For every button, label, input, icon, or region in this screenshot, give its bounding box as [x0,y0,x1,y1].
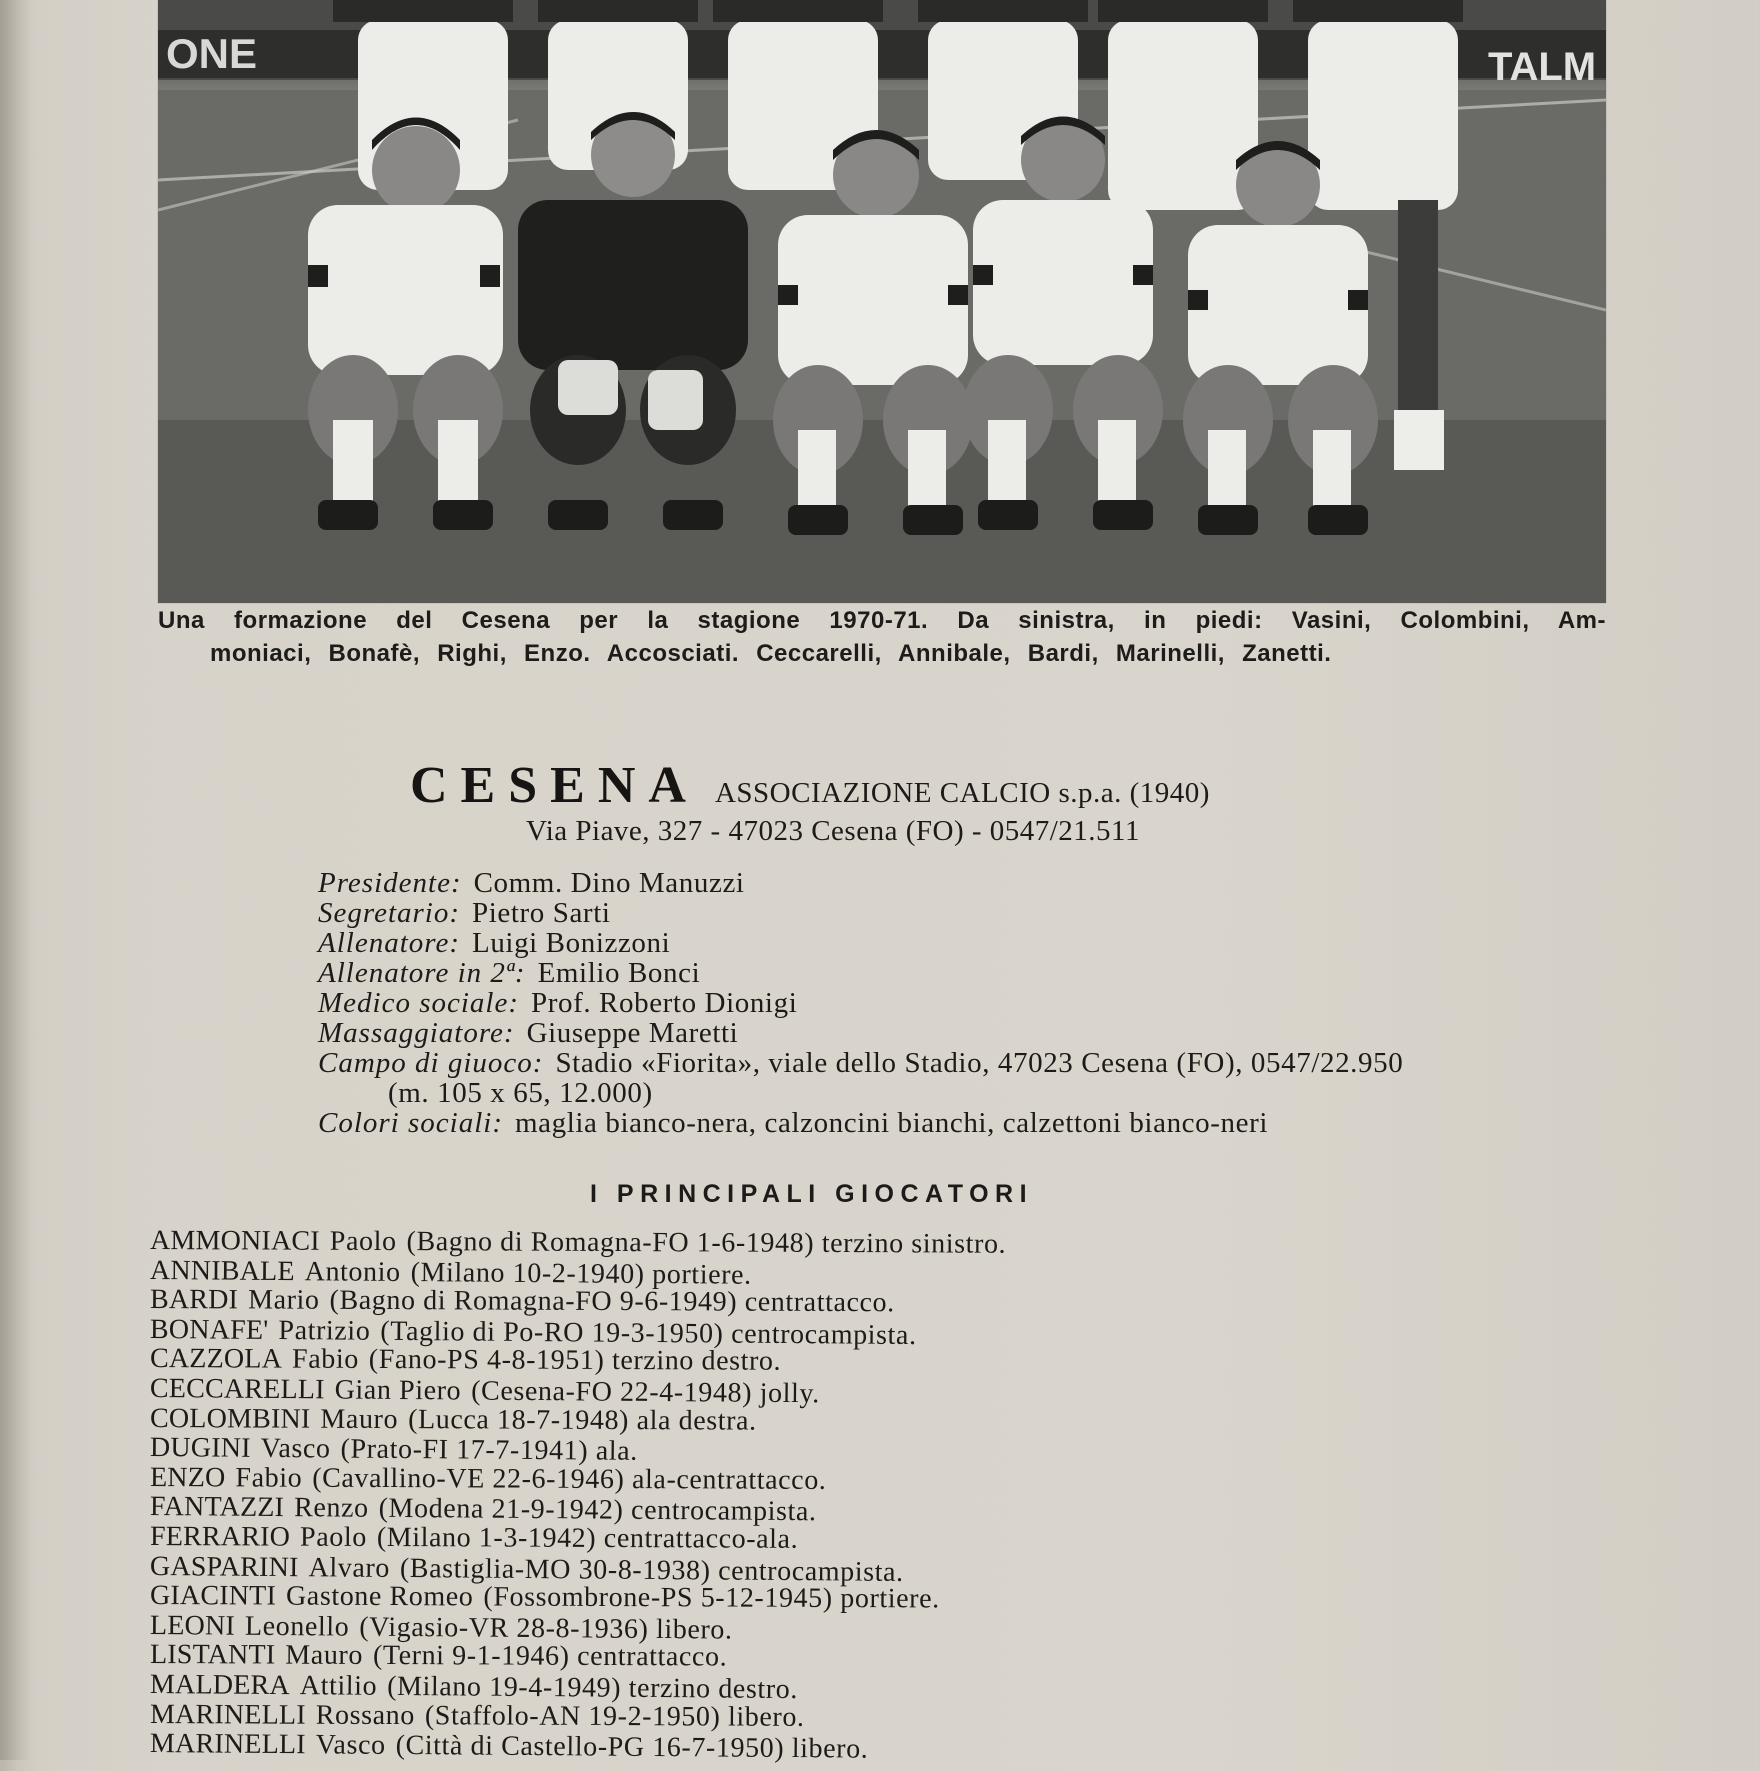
official-label: Campo di giuoco: [318,1047,544,1079]
player-surname: MARINELLI [149,1698,306,1731]
player-surname: ENZO [149,1461,226,1494]
player-surname: LEONI [149,1609,236,1642]
official-row [318,868,1618,898]
player-surname: CECCARELLI [149,1372,325,1406]
player-surname: AMMONIACI [149,1225,320,1257]
player-detail: (Modena 21-9-1942) centrocampista. [378,1493,817,1528]
official-row-continuation [318,1078,1618,1108]
official-value: Pietro Sarti [472,897,611,929]
officials-list [318,868,1618,1138]
player-given-name: Fabio [235,1462,303,1494]
official-value: Prof. Roberto Dionigi [531,987,798,1019]
official-value: Luigi Bonizzoni [472,927,671,959]
official-row [318,1048,1618,1078]
player-given-name: Paolo [300,1521,367,1553]
banner-text-right: TALM [1488,45,1597,89]
caption-line-1: Una formazione del Cesena per la stagione 1970-71. Da sinistra, in piedi: Vasini, Colombini, Am- [158,607,1606,634]
caption-line-2: moniaci, Bonafè, Righi, Enzo. Accosciati. Ceccarelli, Annibale, Bardi, Marinelli, Zanetti. [210,640,1332,667]
official-label: Massaggiatore: [318,1017,515,1049]
club-address: Via Piave, 327 - 47023 Cesena (FO) - 0547/21.511 [526,815,1140,847]
player-surname: BARDI [149,1284,239,1316]
player-given-name: Vasco [260,1433,331,1465]
player-given-name: Alvaro [308,1551,391,1584]
official-value: Comm. Dino Manuzzi [473,867,745,899]
official-row [318,958,1618,988]
official-row [318,988,1618,1018]
player-surname: FANTAZZI [149,1491,285,1524]
player-detail: (Staffolo-AN 19-2-1950) libero. [424,1699,805,1733]
official-value: Emilio Bonci [537,957,701,989]
player-detail: (Vigasio-VR 28-8-1936) libero. [359,1611,733,1646]
player-detail: (Cesena-FO 22-4-1948) jolly. [471,1375,820,1410]
player-given-name: Fabio [291,1343,359,1376]
player-detail: (Prato-FI 17-7-1941) ala. [340,1433,638,1467]
player-surname: CAZZOLA [149,1343,283,1375]
player-detail: (Bastiglia-MO 30-8-1938) centrocampista. [399,1552,904,1588]
team-photo [158,0,1606,603]
official-value: maglia bianco-nera, calzoncini bianchi, calzettoni bianco-neri [514,1107,1268,1139]
player-given-name: Antonio [304,1255,401,1288]
player-given-name: Patrizio [278,1314,371,1347]
official-label: Allenatore in 2ª: [318,957,526,989]
player-given-name: Leonello [244,1610,350,1643]
player-surname: GIACINTI [149,1580,277,1612]
banner-text-left: ONE [166,30,258,77]
player-given-name: Mario [248,1284,320,1316]
player-surname: MARINELLI [149,1728,306,1761]
player-given-name: Mauro [285,1639,364,1672]
player-detail: (Milano 10-2-1940) portiere. [410,1256,752,1291]
player-given-name: Rossano [315,1699,415,1731]
player-surname: DUGINI [149,1432,251,1464]
player-detail: (Taglio di Po-RO 19-3-1950) centrocampista. [380,1315,917,1351]
player-row [150,1729,1650,1770]
photo-caption [158,604,1606,670]
players-list [149,1225,1650,1765]
page-gutter-shadow [0,0,30,1760]
official-value: Stadio «Fiorita», viale dello Stadio, 47023 Cesena (FO), 0547/22.950 [555,1047,1404,1079]
player-detail: (Milano 1-3-1942) centrattacco-ala. [376,1521,799,1555]
player-surname: FERRARIO [149,1520,291,1553]
player-given-name: Attilio [299,1670,378,1702]
player-detail: (Milano 19-4-1949) terzino destro. [387,1670,799,1705]
official-value: Giuseppe Maretti [526,1017,739,1049]
player-given-name: Gastone Romeo [285,1580,474,1613]
player-detail: (Bagno di Romagna-FO 1-6-1948) terzino sinistro. [406,1226,1007,1260]
player-detail: (Terni 9-1-1946) centrattacco. [372,1640,728,1673]
player-detail: (Fano-PS 4-8-1951) terzino destro. [368,1344,782,1378]
club-name: CESENA [410,757,699,814]
player-detail: (Cavallino-VE 22-6-1946) ala-centrattacco. [312,1462,827,1496]
official-value: (m. 105 x 65, 12.000) [388,1077,653,1109]
player-detail: (Bagno di Romagna-FO 9-6-1949) centrattacco. [329,1284,895,1319]
official-row [318,928,1618,958]
player-given-name: Gian Piero [334,1374,462,1407]
official-label: Colori sociali: [318,1107,503,1139]
player-detail: (Città di Castello-PG 16-7-1950) libero. [395,1730,869,1765]
player-given-name: Vasco [315,1729,386,1761]
club-full-name: ASSOCIAZIONE CALCIO s.p.a. (1940) [714,777,1210,809]
player-surname: ANNIBALE [149,1254,295,1287]
official-row [318,898,1618,928]
player-surname: COLOMBINI [149,1402,311,1435]
player-surname: LISTANTI [149,1639,276,1671]
official-label: Presidente: [318,867,462,899]
player-detail: (Lucca 18-7-1948) ala destra. [408,1403,757,1437]
official-row [318,1108,1618,1138]
club-header [410,756,1210,815]
player-given-name: Mauro [320,1403,399,1435]
player-surname: MALDERA [149,1668,290,1702]
section-title: I PRINCIPALI GIOCATORI [590,1180,1034,1208]
official-row [318,1018,1618,1048]
player-given-name: Paolo [329,1225,397,1258]
player-surname: BONAFE' [149,1313,269,1346]
player-given-name: Renzo [294,1492,369,1525]
official-label: Medico sociale: [318,987,520,1019]
player-surname: GASPARINI [149,1550,299,1583]
player-detail: (Fossombrone-PS 5-12-1945) portiere. [483,1581,940,1615]
official-label: Allenatore: [318,927,460,959]
official-label: Segretario: [318,897,461,929]
